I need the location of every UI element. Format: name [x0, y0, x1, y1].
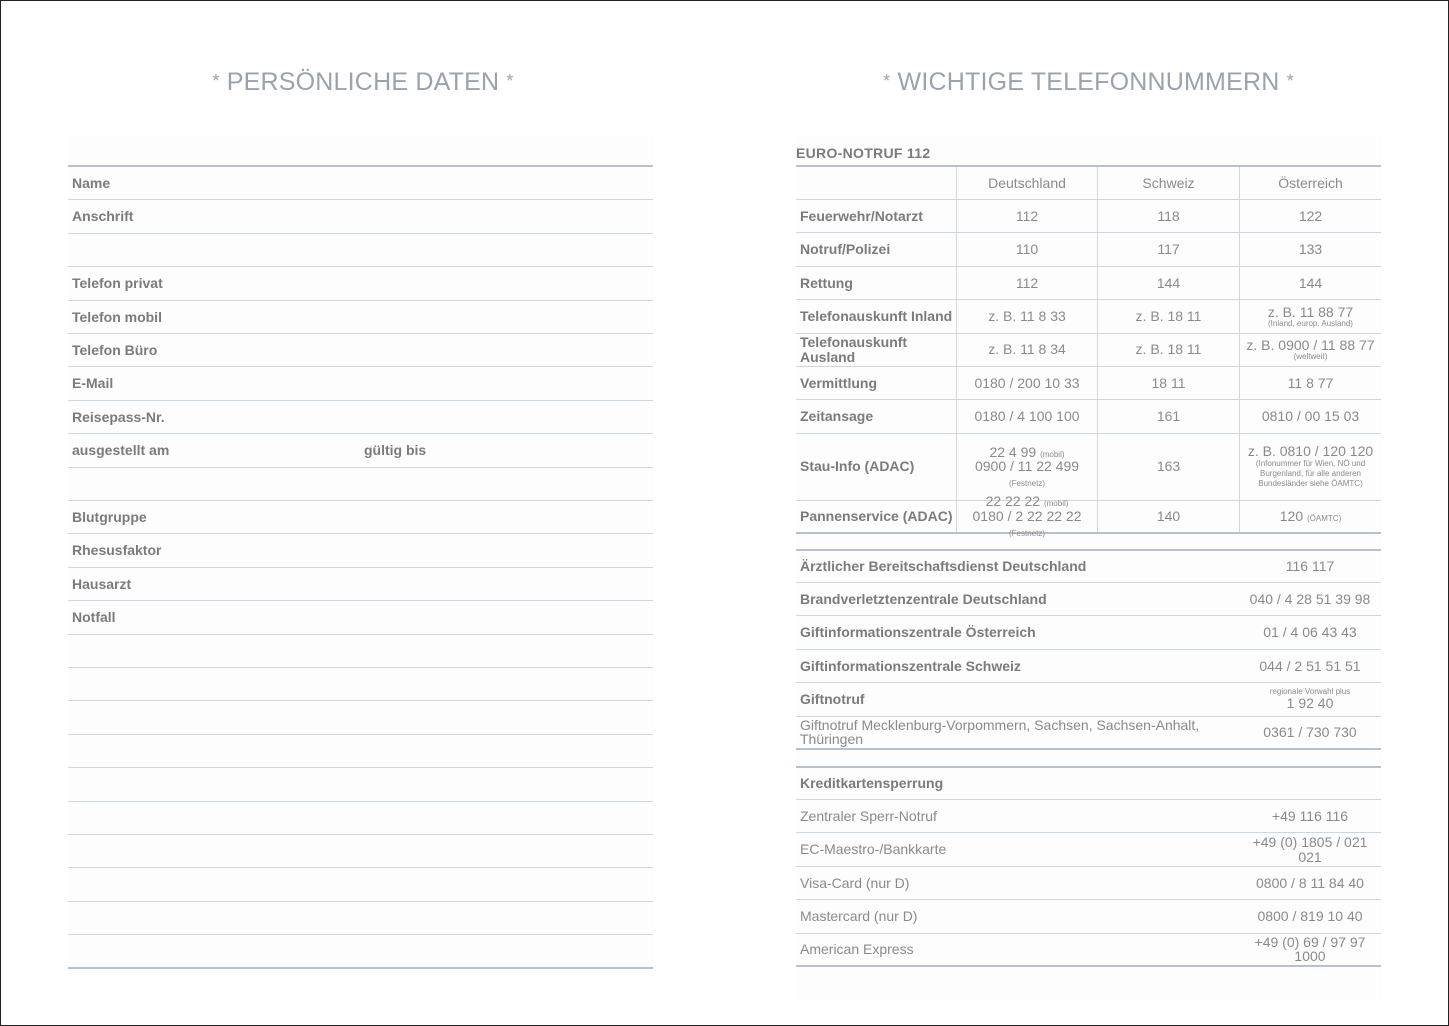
- number-austria: [1239, 501, 1381, 532]
- row-label: Notruf/Polizei: [800, 241, 891, 258]
- field-label: Blutgruppe: [72, 509, 147, 525]
- info-number: 0361 / 730 730: [1263, 723, 1357, 740]
- info-number: 040 / 4 28 51 39 98: [1249, 590, 1371, 607]
- number-switzerland: z. B. 18 11: [1097, 334, 1239, 366]
- form-row-name[interactable]: [68, 167, 653, 200]
- row-label: Vermittlung: [800, 374, 878, 391]
- right-page-heading: [796, 68, 1381, 97]
- right-heading-text: WICHTIGE TELEFONNUMMERN: [897, 68, 1280, 96]
- euro-emergency-title: EURO-NOTRUF 112: [796, 145, 931, 161]
- info-row: [796, 616, 1381, 649]
- number-austria: 122: [1239, 200, 1381, 232]
- row-label: Zeitansage: [800, 408, 874, 425]
- card-row: [796, 800, 1381, 833]
- number-switzerland: 117: [1097, 233, 1239, 265]
- number-note: (Infonummer für Wien, NÖ und Burgenland, für alle anderen Bundesländer siehe ÖAMTC): [1255, 458, 1366, 489]
- table-row: [796, 233, 1381, 266]
- card-label: Visa-Card (nur D): [800, 874, 910, 891]
- form-row-passport[interactable]: [68, 401, 653, 434]
- number-value: z. B. 0900 / 11 88 77: [1246, 337, 1375, 354]
- form-row-phone-private[interactable]: [68, 267, 653, 300]
- number-switzerland: 163: [1097, 434, 1239, 500]
- number-austria: [1239, 434, 1381, 500]
- info-row: [796, 549, 1381, 583]
- field-label: Telefon mobil: [72, 308, 162, 325]
- field-label: E-Mail: [72, 375, 114, 392]
- star-ornament: *: [883, 71, 891, 91]
- card-number: +49 116 116: [1271, 807, 1349, 824]
- table-row: [796, 367, 1381, 400]
- star-ornament: *: [506, 71, 514, 91]
- field-label: Telefon Büro: [72, 342, 158, 358]
- info-row: [796, 717, 1381, 750]
- table-row: [796, 493, 1381, 538]
- field-label: Notfall: [72, 609, 116, 626]
- form-row-emergency[interactable]: [68, 601, 653, 634]
- number-value: 0900 / 11 22 499: [974, 458, 1080, 475]
- phone-numbers-page: [796, 136, 1381, 1001]
- form-row-address[interactable]: [68, 200, 653, 233]
- card-row: [796, 867, 1381, 900]
- blank-line[interactable]: [68, 802, 653, 835]
- form-row-blank[interactable]: [68, 468, 653, 501]
- table-row: [796, 300, 1381, 333]
- card-row: [796, 934, 1381, 967]
- card-label: Zentraler Sperr-Notruf: [800, 807, 937, 824]
- column-header-germany: Deutschland: [956, 167, 1097, 199]
- card-label: Mastercard (nur D): [800, 908, 918, 925]
- number-value: 22 22 22: [985, 493, 1041, 510]
- number-switzerland: z. B. 18 11: [1097, 300, 1239, 332]
- number-austria: [1239, 300, 1381, 332]
- info-label: Giftnotruf Mecklenburg-Vorpommern, Sachsen, Sachsen-Anhalt, Thüringen: [800, 716, 1200, 748]
- field-label: Telefon privat: [72, 275, 163, 292]
- blank-line[interactable]: [68, 902, 653, 935]
- blank-line[interactable]: [68, 935, 653, 968]
- table-row: [796, 434, 1381, 501]
- info-number: 01 / 4 06 43 43: [1263, 624, 1357, 641]
- card-row: [796, 900, 1381, 933]
- form-row-doctor[interactable]: [68, 568, 653, 601]
- form-row-email[interactable]: [68, 367, 653, 400]
- form-row-phone-mobile[interactable]: [68, 301, 653, 334]
- card-number: +49 (0) 1805 / 021 021: [1252, 833, 1368, 865]
- star-ornament: *: [1286, 71, 1294, 91]
- info-row: [796, 650, 1381, 683]
- number-austria: 144: [1239, 267, 1381, 299]
- number-switzerland: 18 11: [1097, 367, 1239, 399]
- blank-line[interactable]: [68, 768, 653, 801]
- column-header-austria: Österreich: [1239, 167, 1381, 199]
- table-header-row: [796, 165, 1381, 200]
- number-value: z. B. 0810 / 120 120: [1247, 442, 1374, 459]
- info-label: Giftnotruf: [800, 691, 865, 708]
- row-label: Feuerwehr/Notarzt: [800, 207, 923, 224]
- table-row: [796, 400, 1381, 433]
- number-germany: 112: [956, 200, 1097, 232]
- info-label: Brandverletztenzentrale Deutschland: [800, 590, 1047, 607]
- form-row-phone-office[interactable]: [68, 334, 653, 367]
- blank-line[interactable]: [68, 735, 653, 768]
- number-note: (mobil): [1043, 499, 1069, 509]
- row-label: Pannenservice (ADAC): [800, 508, 953, 525]
- info-label: Giftinformationszentrale Österreich: [800, 624, 1036, 641]
- row-label: Telefonauskunft Inland: [800, 308, 953, 325]
- number-note: (mobil): [1040, 449, 1065, 459]
- row-label: Stau-Info (ADAC): [800, 458, 915, 475]
- header-blank: [796, 167, 956, 199]
- number-note: (weltweit): [1293, 351, 1328, 361]
- field-label: Hausarzt: [72, 575, 132, 592]
- number-germany: z. B. 11 8 34: [956, 334, 1097, 366]
- info-row: [796, 683, 1381, 716]
- number-germany: 0180 / 200 10 33: [956, 367, 1097, 399]
- number-value: z. B. 11 88 77: [1267, 303, 1354, 320]
- card-number: 0800 / 8 11 84 40: [1256, 874, 1364, 891]
- number-germany: 110: [956, 233, 1097, 265]
- blank-line[interactable]: [68, 668, 653, 701]
- number-switzerland: 144: [1097, 267, 1239, 299]
- form-row-blood-type[interactable]: [68, 501, 653, 534]
- field-label: Rhesusfaktor: [72, 542, 162, 559]
- number-germany: 112: [956, 267, 1097, 299]
- form-row-address-2[interactable]: [68, 234, 653, 267]
- column-header-switzerland: Schweiz: [1097, 167, 1239, 199]
- number-austria: 11 8 77: [1239, 367, 1381, 399]
- row-label: Rettung: [800, 274, 853, 291]
- number-germany: [956, 434, 1097, 500]
- number-value: 120: [1279, 508, 1304, 525]
- number-note: (Inland, europ. Ausland): [1268, 318, 1353, 328]
- field-label: ausgestellt am: [72, 442, 170, 459]
- row-label: Telefonauskunft Ausland: [800, 334, 908, 365]
- personal-data-form: [68, 136, 653, 971]
- table-row: [796, 200, 1381, 233]
- number-value: 1 92 40: [1286, 695, 1334, 712]
- field-label-valid-until: gültig bis: [364, 442, 427, 459]
- number-germany: [956, 493, 1097, 538]
- number-value: 22 4 99: [989, 443, 1037, 460]
- blank-line[interactable]: [68, 868, 653, 901]
- info-label: Giftinformationszentrale Schweiz: [800, 657, 1021, 674]
- number-note: (Festnetz): [1008, 528, 1045, 538]
- card-label: American Express: [800, 940, 914, 957]
- number-germany: z. B. 11 8 33: [956, 300, 1097, 332]
- number-note: (ÖAMTC): [1307, 514, 1342, 524]
- left-page-heading: [70, 68, 656, 97]
- blank-line[interactable]: [68, 835, 653, 868]
- blank-line[interactable]: [68, 635, 653, 668]
- card-number: +49 (0) 69 / 97 97 1000: [1254, 933, 1366, 965]
- number-switzerland: 118: [1097, 200, 1239, 232]
- card-row: [796, 833, 1381, 866]
- number-note: regionale Vorwahl plus: [1269, 686, 1351, 696]
- card-label: EC-Maestro-/Bankkarte: [800, 841, 947, 858]
- field-label: Reisepass-Nr.: [72, 408, 165, 425]
- star-ornament: *: [212, 71, 220, 91]
- info-number: [1239, 683, 1381, 715]
- number-value: 0180 / 2 22 22 22: [972, 508, 1082, 525]
- info-number: 044 / 2 51 51 51: [1259, 657, 1361, 674]
- number-austria: 133: [1239, 233, 1381, 265]
- form-row-issued-valid[interactable]: [68, 434, 653, 467]
- left-heading-text: PERSÖNLICHE DATEN: [226, 68, 500, 96]
- blank-line[interactable]: [68, 701, 653, 734]
- card-number: 0800 / 819 10 40: [1257, 908, 1363, 925]
- number-switzerland: 140: [1097, 501, 1239, 532]
- field-label: Name: [72, 175, 111, 191]
- field-label: Anschrift: [72, 208, 134, 225]
- info-number: 116 117: [1285, 558, 1335, 575]
- form-row-rhesus[interactable]: [68, 534, 653, 567]
- info-label: Ärztlicher Bereitschaftsdienst Deutschland: [800, 558, 1087, 575]
- number-austria: 0810 / 00 15 03: [1239, 400, 1381, 432]
- number-note: (Festnetz): [1008, 479, 1045, 489]
- number-germany: 0180 / 4 100 100: [956, 400, 1097, 432]
- number-switzerland: 161: [1097, 400, 1239, 432]
- number-austria: [1239, 334, 1381, 366]
- info-row: [796, 583, 1381, 616]
- card-section-title: Kreditkartensperrung: [800, 775, 944, 792]
- card-section-header: [796, 766, 1381, 800]
- table-row: [796, 267, 1381, 300]
- table-row: [796, 334, 1381, 367]
